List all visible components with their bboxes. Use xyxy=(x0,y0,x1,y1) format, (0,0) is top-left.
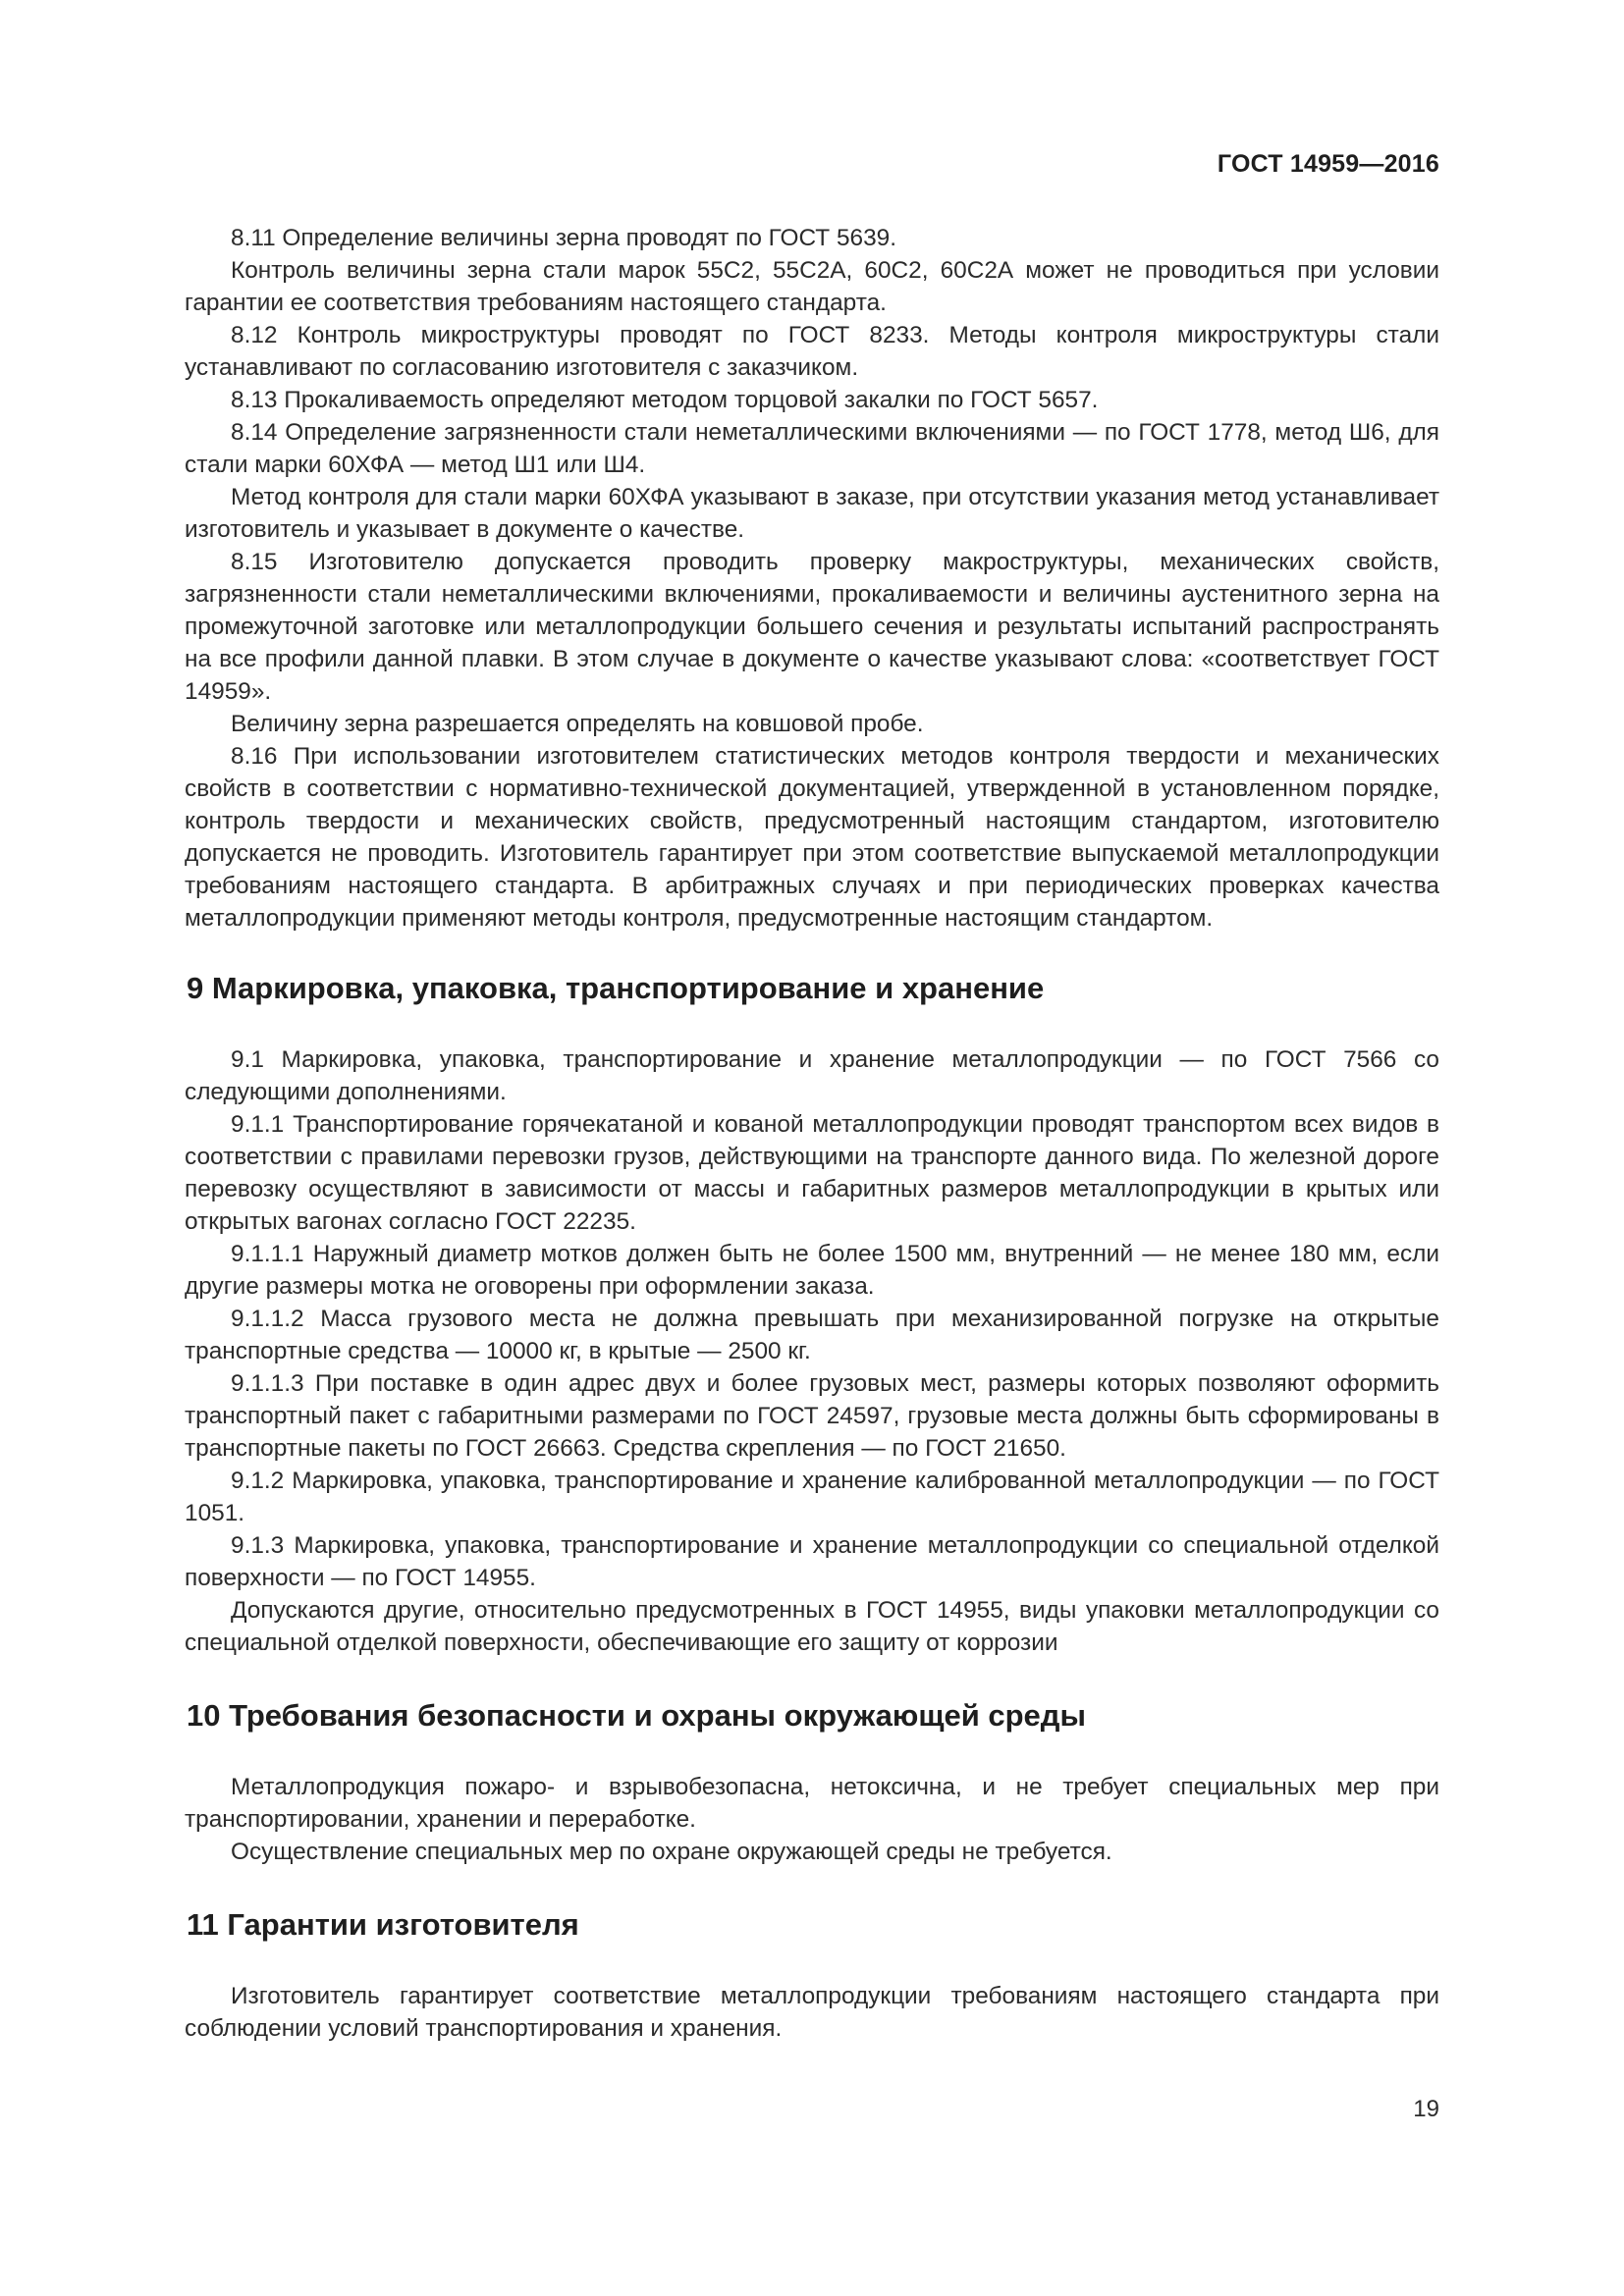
section-11-title: 11 Гарантии изготовителя xyxy=(187,1907,579,1942)
paragraph-9-1-2: 9.1.2 Маркировка, упаковка, транспортирование и хранение калиброванной металлопродукции — по ГОСТ 1051. xyxy=(185,1468,1439,1526)
paragraph-9-1-3-packaging: Допускаются другие, относительно предусмотренных в ГОСТ 14955, виды упаковки металлопродукции со специальной отделкой поверхности, обеспечивающие его защиту от коррозии xyxy=(185,1597,1439,1656)
paragraph-8-16: 8.16 При использовании изготовителем статистических методов контроля твердости и механических свойств в соответствии с нормативно-технической документацией, утвержденной в установленном порядке, контроль твердости и механических свойств, предусмотренный настоящим стандартом, изготовителю допускается не проводить. Изготовитель гарантирует при этом соответствие выпускаемой металлопродукции требованиям настоящего стандарта. В арбитражных случаях и при периодических проверках качества металлопродукции применяют методы контроля, предусмотренные настоящим стандартом. xyxy=(185,743,1439,932)
paragraph-9-1-1-3: 9.1.1.3 При поставке в один адрес двух и более грузовых мест, размеры которых позволяют оформить транспортный пакет с габаритными размерами по ГОСТ 24597, грузовые места должны быть сформированы в транспортные пакеты по ГОСТ 26663. Средства скрепления — по ГОСТ 21650. xyxy=(185,1370,1439,1462)
section-10-title: 10 Требования безопасности и охраны окружающей среды xyxy=(187,1698,1086,1733)
section-9-title: 9 Маркировка, упаковка, транспортирование и хранение xyxy=(187,971,1045,1005)
paragraph-8-15: 8.15 Изготовителю допускается проводить проверку макроструктуры, механических свойств, загрязненности стали неметаллическими включениями, прокаливаемости и величины аустенитного зерна на промежуточной заготовке или металлопродукции большего сечения и результаты испытаний распространять на все профили данной плавки. В этом случае в документе о качестве указывают слова: «соответствует ГОСТ 14959». xyxy=(185,549,1439,705)
paragraph-8-15-grain: Величину зерна разрешается определять на ковшовой пробе. xyxy=(231,711,924,737)
paragraph-10-environment: Осуществление специальных мер по охране окружающей среды не требуется. xyxy=(231,1839,1112,1865)
paragraph-9-1: 9.1 Маркировка, упаковка, транспортирование и хранение металлопродукции — по ГОСТ 7566 со следующими дополнениями. xyxy=(185,1046,1439,1105)
page-number: 19 xyxy=(1413,2096,1439,2122)
paragraph-8-13: 8.13 Прокаливаемость определяют методом торцовой закалки по ГОСТ 5657. xyxy=(231,387,1099,413)
paragraph-8-14: 8.14 Определение загрязненности стали неметаллическими включениями — по ГОСТ 1778, метод Ш6, для стали марки 60ХФА — метод Ш1 или Ш4. xyxy=(185,419,1439,478)
paragraph-8-12: 8.12 Контроль микроструктуры проводят по ГОСТ 8233. Методы контроля микроструктуры стали устанавливают по согласованию изготовителя с заказчиком. xyxy=(185,322,1439,381)
page-content xyxy=(185,222,1439,2045)
standard-header: ГОСТ 14959—2016 xyxy=(1217,150,1439,178)
paragraph-11-guarantee: Изготовитель гарантирует соответствие металлопродукции требованиям настоящего стандарта при соблюдении условий транспортирования и хранения. xyxy=(185,1983,1439,2042)
paragraph-10-safety: Металлопродукция пожаро- и взрывобезопасна, нетоксична, и не требует специальных мер при транспортировании, хранении и переработке. xyxy=(185,1774,1439,1833)
paragraph-8-11-grain-control: Контроль величины зерна стали марок 55С2, 55С2А, 60С2, 60С2А может не проводиться при условии гарантии ее соответствия требованиям настоящего стандарта. xyxy=(185,257,1439,316)
paragraph-9-1-3: 9.1.3 Маркировка, упаковка, транспортирование и хранение металлопродукции со специальной отделкой поверхности — по ГОСТ 14955. xyxy=(185,1532,1439,1591)
paragraph-9-1-1-1: 9.1.1.1 Наружный диаметр мотков должен быть не более 1500 мм, внутренний — не менее 180 мм, если другие размеры мотка не оговорены при оформлении заказа. xyxy=(185,1241,1439,1300)
paragraph-8-11: 8.11 Определение величины зерна проводят по ГОСТ 5639. xyxy=(231,225,896,251)
paragraph-9-1-1-2: 9.1.1.2 Масса грузового места не должна превышать при механизированной погрузке на открытые транспортные средства — 10000 кг, в крытые — 2500 кг. xyxy=(185,1306,1439,1364)
paragraph-9-1-1: 9.1.1 Транспортирование горячекатаной и кованой металлопродукции проводят транспортом всех видов в соответствии с правилами перевозки грузов, действующими на транспорте данного вида. По железной дороге перевозку осуществляют в зависимости от массы и габаритных размеров металлопродукции в крытых или открытых вагонах согласно ГОСТ 22235. xyxy=(185,1111,1439,1235)
paragraph-8-14-method: Метод контроля для стали марки 60ХФА указывают в заказе, при отсутствии указания метод устанавливает изготовитель и указывает в документе о качестве. xyxy=(185,484,1439,543)
